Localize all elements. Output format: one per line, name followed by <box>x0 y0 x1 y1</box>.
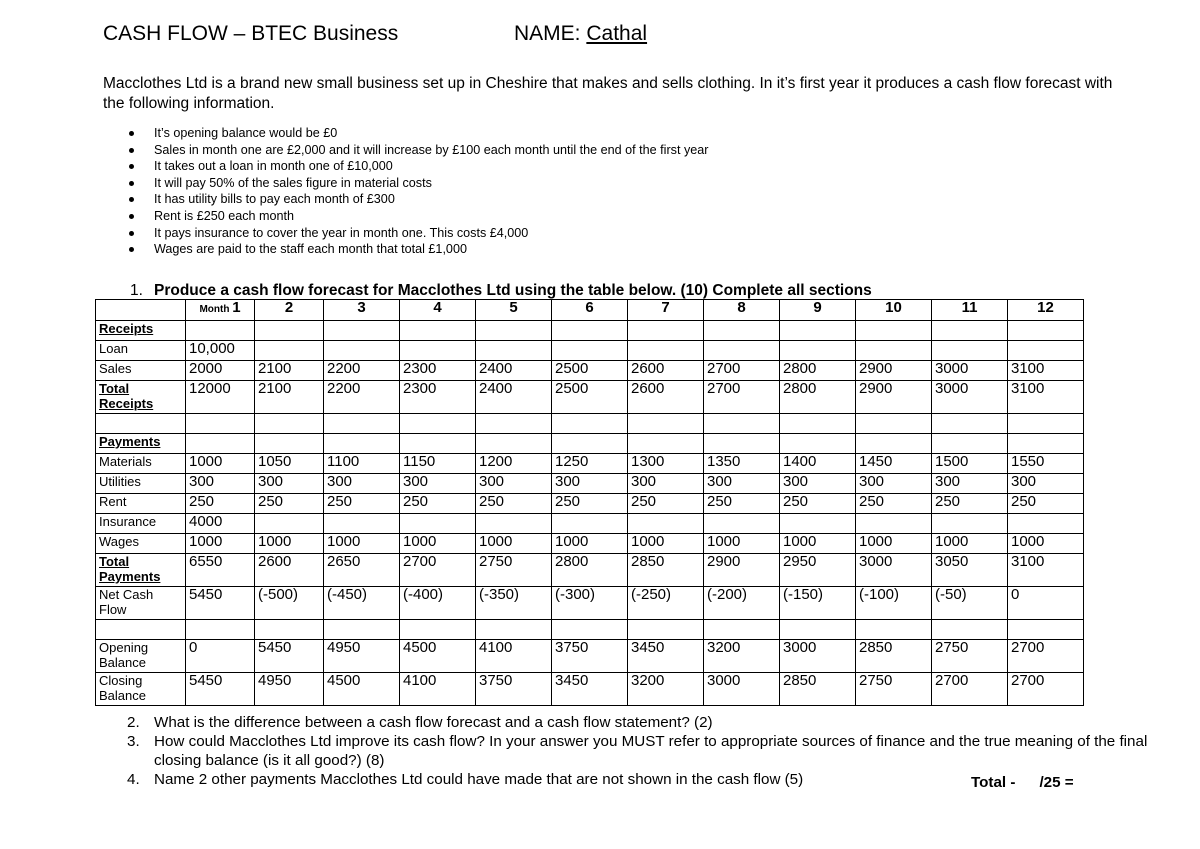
table-cell: (-250) <box>628 587 704 620</box>
table-cell <box>552 620 628 640</box>
table-row-materials <box>96 454 1084 474</box>
total-label: Total - <box>971 774 1016 791</box>
cash-flow-table <box>95 299 1084 706</box>
table-cell <box>324 341 400 361</box>
info-bullet-list <box>103 125 708 258</box>
table-cell: 250 <box>704 494 780 514</box>
table-cell: 4100 <box>400 673 476 706</box>
table-cell <box>856 414 932 434</box>
month-number: 12 <box>1037 299 1054 316</box>
table-cell: 1000 <box>552 534 628 554</box>
table-cell: 2100 <box>255 361 324 381</box>
intro-paragraph: Macclothes Ltd is a brand new small business set up in Cheshire that makes and sells clothing. In it’s first year it produces a cash flow forecast with the following information. <box>103 75 1113 112</box>
table-cell: (-500) <box>255 587 324 620</box>
row-label <box>96 620 186 640</box>
table-cell <box>186 434 255 454</box>
table-cell: 300 <box>255 474 324 494</box>
table-cell <box>780 321 856 341</box>
table-cell <box>856 434 932 454</box>
table-cell <box>552 321 628 341</box>
table-cell: 2850 <box>628 554 704 587</box>
table-row-payments <box>96 434 1084 454</box>
table-cell: 2700 <box>1008 640 1084 673</box>
table-cell: 1000 <box>476 534 552 554</box>
table-cell <box>856 341 932 361</box>
table-cell <box>628 321 704 341</box>
table-cell: 2850 <box>856 640 932 673</box>
row-label: Sales <box>96 361 186 381</box>
table-cell <box>324 321 400 341</box>
row-label: Rent <box>96 494 186 514</box>
table-row-total-payments <box>96 554 1084 587</box>
table-cell: 250 <box>552 494 628 514</box>
month-header-11 <box>932 300 1008 321</box>
table-cell: 6550 <box>186 554 255 587</box>
table-row-receipts <box>96 321 1084 341</box>
table-row-utilities <box>96 474 1084 494</box>
table-cell: (-350) <box>476 587 552 620</box>
table-cell: 1000 <box>324 534 400 554</box>
table-cell <box>476 620 552 640</box>
table-cell <box>255 620 324 640</box>
table-cell: 2200 <box>324 381 400 414</box>
table-row-blank <box>96 620 1084 640</box>
table-cell <box>400 321 476 341</box>
table-cell <box>324 620 400 640</box>
table-cell: (-300) <box>552 587 628 620</box>
table-cell <box>255 414 324 434</box>
table-cell: 250 <box>856 494 932 514</box>
table-cell <box>255 514 324 534</box>
table-cell: 2200 <box>324 361 400 381</box>
table-cell: 2600 <box>628 361 704 381</box>
table-cell: 2700 <box>1008 673 1084 706</box>
question-text: Name 2 other payments Macclothes Ltd could have made that are not shown in the cash flow (5) <box>154 771 804 788</box>
table-cell: 2700 <box>400 554 476 587</box>
table-row-insurance <box>96 514 1084 534</box>
table-cell <box>186 414 255 434</box>
month-number: 1 <box>232 299 241 316</box>
table-cell <box>552 514 628 534</box>
table-cell <box>704 341 780 361</box>
table-row-closing-balance <box>96 673 1084 706</box>
table-cell: 300 <box>400 474 476 494</box>
table-cell <box>628 414 704 434</box>
table-cell: 0 <box>1008 587 1084 620</box>
table-cell: 2650 <box>324 554 400 587</box>
table-cell: 0 <box>186 640 255 673</box>
table-cell: 3450 <box>628 640 704 673</box>
table-cell <box>704 620 780 640</box>
table-cell: 1100 <box>324 454 400 474</box>
month-number: 10 <box>885 299 902 316</box>
table-cell: 1000 <box>186 534 255 554</box>
student-name: Cathal <box>586 22 648 45</box>
table-cell: 1200 <box>476 454 552 474</box>
table-cell: 2900 <box>704 554 780 587</box>
table-cell: 4500 <box>324 673 400 706</box>
table-cell: 2400 <box>476 361 552 381</box>
month-header-10 <box>856 300 932 321</box>
month-number: 4 <box>433 299 442 316</box>
table-cell <box>628 341 704 361</box>
table-cell: 3200 <box>704 640 780 673</box>
table-cell: 2700 <box>932 673 1008 706</box>
table-cell: 10,000 <box>186 341 255 361</box>
month-number: 7 <box>661 299 670 316</box>
table-cell: 3000 <box>932 381 1008 414</box>
table-cell <box>1008 434 1084 454</box>
table-cell: 300 <box>932 474 1008 494</box>
row-label: Total Receipts <box>96 381 186 414</box>
table-cell <box>704 434 780 454</box>
table-cell: 3750 <box>552 640 628 673</box>
row-label: Closing Balance <box>96 673 186 706</box>
table-cell: 2300 <box>400 361 476 381</box>
question-text: Produce a cash flow forecast for Macclothes Ltd using the table below. (10) Complete all sections <box>154 282 872 299</box>
table-cell: 1350 <box>704 454 780 474</box>
row-label: Utilities <box>96 474 186 494</box>
table-cell: 12000 <box>186 381 255 414</box>
table-cell: 2800 <box>780 381 856 414</box>
table-cell <box>780 434 856 454</box>
table-row-blank <box>96 414 1084 434</box>
table-cell: 300 <box>186 474 255 494</box>
question-number: 4. <box>127 771 140 788</box>
month-number: 8 <box>737 299 746 316</box>
table-cell <box>704 414 780 434</box>
row-label: Wages <box>96 534 186 554</box>
table-cell <box>856 620 932 640</box>
table-cell: 250 <box>932 494 1008 514</box>
table-cell: 1000 <box>186 454 255 474</box>
table-cell: 2800 <box>552 554 628 587</box>
month-word: Month <box>199 304 233 315</box>
table-cell: 2500 <box>552 381 628 414</box>
table-cell: 3000 <box>780 640 856 673</box>
question-number: 2. <box>127 714 140 731</box>
table-cell: 2600 <box>628 381 704 414</box>
table-cell: 2000 <box>186 361 255 381</box>
month-header-7 <box>628 300 704 321</box>
table-cell <box>324 434 400 454</box>
table-cell: 3200 <box>628 673 704 706</box>
table-cell: 5450 <box>186 673 255 706</box>
table-cell: (-200) <box>704 587 780 620</box>
table-cell: 4950 <box>255 673 324 706</box>
question-text: How could Macclothes Ltd improve its cash flow? In your answer you MUST refer to appropriate sources of finance and the true meaning of the final closing balance (is it all good?) (8) <box>154 733 1148 769</box>
table-cell <box>1008 620 1084 640</box>
table-cell <box>476 414 552 434</box>
month-header-9 <box>780 300 856 321</box>
table-cell: 2700 <box>704 361 780 381</box>
table-cell <box>932 434 1008 454</box>
table-cell: 2600 <box>255 554 324 587</box>
month-header-row <box>96 300 1084 321</box>
table-cell: 300 <box>324 474 400 494</box>
name-label: NAME: <box>514 22 581 45</box>
table-cell: 2100 <box>255 381 324 414</box>
table-cell: (-150) <box>780 587 856 620</box>
info-bullet: It will pay 50% of the sales figure in material costs <box>103 175 708 192</box>
table-cell <box>400 514 476 534</box>
table-cell: (-400) <box>400 587 476 620</box>
table-cell <box>856 514 932 534</box>
table-cell: 4500 <box>400 640 476 673</box>
question-number: 1. <box>130 282 143 299</box>
table-cell <box>476 321 552 341</box>
month-header-12 <box>1008 300 1084 321</box>
table-cell: 2500 <box>552 361 628 381</box>
info-bullet: It takes out a loan in month one of £10,000 <box>103 158 708 175</box>
table-cell: 1000 <box>1008 534 1084 554</box>
total-out-of: /25 = <box>1039 774 1074 791</box>
table-cell: 2900 <box>856 381 932 414</box>
table-cell <box>628 514 704 534</box>
table-cell: 250 <box>780 494 856 514</box>
table-row-net-cash-flow <box>96 587 1084 620</box>
table-cell: 250 <box>324 494 400 514</box>
table-cell: 4000 <box>186 514 255 534</box>
row-label: Insurance <box>96 514 186 534</box>
table-cell: 2900 <box>856 361 932 381</box>
table-cell <box>628 620 704 640</box>
table-cell <box>186 620 255 640</box>
table-cell: 1500 <box>932 454 1008 474</box>
info-bullet: Wages are paid to the staff each month that total £1,000 <box>103 241 708 258</box>
table-cell <box>324 514 400 534</box>
table-cell: 3000 <box>704 673 780 706</box>
table-cell <box>780 414 856 434</box>
table-cell: 1050 <box>255 454 324 474</box>
question-3 <box>127 732 1154 770</box>
total-score <box>971 774 1074 791</box>
table-cell <box>476 514 552 534</box>
table-cell: (-100) <box>856 587 932 620</box>
table-cell <box>780 620 856 640</box>
table-cell: 2950 <box>780 554 856 587</box>
table-cell: 1000 <box>856 534 932 554</box>
table-cell: 300 <box>552 474 628 494</box>
table-cell: 2750 <box>856 673 932 706</box>
month-header-2 <box>255 300 324 321</box>
info-bullet: It has utility bills to pay each month of £300 <box>103 191 708 208</box>
table-cell <box>856 321 932 341</box>
month-number: 5 <box>509 299 518 316</box>
table-cell <box>1008 514 1084 534</box>
row-label: Receipts <box>96 321 186 341</box>
table-cell: 3000 <box>932 361 1008 381</box>
table-row-opening-balance <box>96 640 1084 673</box>
table-cell: 250 <box>476 494 552 514</box>
table-cell <box>780 341 856 361</box>
table-cell: 2750 <box>932 640 1008 673</box>
table-cell: 300 <box>704 474 780 494</box>
row-label: Loan <box>96 341 186 361</box>
table-cell <box>255 341 324 361</box>
table-cell <box>780 514 856 534</box>
table-cell: 3100 <box>1008 381 1084 414</box>
table-cell: 1300 <box>628 454 704 474</box>
table-cell <box>255 434 324 454</box>
table-cell <box>1008 321 1084 341</box>
table-cell: 5450 <box>255 640 324 673</box>
table-row-sales <box>96 361 1084 381</box>
table-cell: 2750 <box>476 554 552 587</box>
table-cell <box>324 414 400 434</box>
table-cell: 2400 <box>476 381 552 414</box>
table-cell <box>476 434 552 454</box>
table-cell: 2300 <box>400 381 476 414</box>
table-cell: 1000 <box>780 534 856 554</box>
table-cell: 300 <box>1008 474 1084 494</box>
table-cell: 1250 <box>552 454 628 474</box>
table-cell <box>255 321 324 341</box>
table-cell: 3750 <box>476 673 552 706</box>
table-cell: 250 <box>1008 494 1084 514</box>
table-cell <box>552 341 628 361</box>
table-cell: 300 <box>628 474 704 494</box>
table-cell <box>932 321 1008 341</box>
month-number: 9 <box>813 299 822 316</box>
table-cell: 2700 <box>704 381 780 414</box>
month-number: 6 <box>585 299 594 316</box>
row-label: Net Cash Flow <box>96 587 186 620</box>
table-cell: 1000 <box>628 534 704 554</box>
table-cell <box>704 321 780 341</box>
table-cell: 4950 <box>324 640 400 673</box>
table-cell <box>476 341 552 361</box>
document-title: CASH FLOW – BTEC Business <box>103 22 399 45</box>
table-cell: 1400 <box>780 454 856 474</box>
info-bullet: Sales in month one are £2,000 and it will increase by £100 each month until the end of the first year <box>103 142 708 159</box>
table-cell: 300 <box>780 474 856 494</box>
table-cell: 1550 <box>1008 454 1084 474</box>
table-cell <box>932 341 1008 361</box>
table-row-rent <box>96 494 1084 514</box>
table-cell <box>400 434 476 454</box>
row-label: Opening Balance <box>96 640 186 673</box>
table-cell: 3100 <box>1008 554 1084 587</box>
row-label: Materials <box>96 454 186 474</box>
row-label <box>96 414 186 434</box>
month-number: 11 <box>961 299 978 316</box>
table-cell <box>400 341 476 361</box>
table-row-wages <box>96 534 1084 554</box>
question-text: What is the difference between a cash flow forecast and a cash flow statement? (2) <box>154 714 713 731</box>
month-header-1 <box>186 300 255 321</box>
month-header-8 <box>704 300 780 321</box>
table-cell <box>704 514 780 534</box>
table-cell: 250 <box>400 494 476 514</box>
table-cell: 1000 <box>255 534 324 554</box>
table-cell <box>1008 341 1084 361</box>
month-number: 3 <box>357 299 366 316</box>
table-row-total-receipts <box>96 381 1084 414</box>
table-cell: (-450) <box>324 587 400 620</box>
table-cell: 4100 <box>476 640 552 673</box>
info-bullet: It pays insurance to cover the year in month one. This costs £4,000 <box>103 225 708 242</box>
table-cell: 3050 <box>932 554 1008 587</box>
table-cell: 5450 <box>186 587 255 620</box>
table-cell: 250 <box>255 494 324 514</box>
table-cell <box>932 620 1008 640</box>
table-cell: (-50) <box>932 587 1008 620</box>
table-cell: 300 <box>476 474 552 494</box>
table-cell <box>932 414 1008 434</box>
month-header-5 <box>476 300 552 321</box>
table-cell <box>628 434 704 454</box>
table-cell: 250 <box>628 494 704 514</box>
table-cell: 3100 <box>1008 361 1084 381</box>
table-cell: 250 <box>186 494 255 514</box>
table-cell: 2850 <box>780 673 856 706</box>
info-bullet: It’s opening balance would be £0 <box>103 125 708 142</box>
info-bullet: Rent is £250 each month <box>103 208 708 225</box>
table-cell: 3000 <box>856 554 932 587</box>
table-row-loan <box>96 341 1084 361</box>
table-cell <box>400 414 476 434</box>
table-cell: 1450 <box>856 454 932 474</box>
table-cell: 1000 <box>704 534 780 554</box>
table-cell: 1000 <box>932 534 1008 554</box>
table-cell <box>186 321 255 341</box>
row-label: Total Payments <box>96 554 186 587</box>
table-cell <box>552 414 628 434</box>
row-label: Payments <box>96 434 186 454</box>
month-number: 2 <box>284 299 294 316</box>
question-number: 3. <box>127 733 140 750</box>
table-cell <box>932 514 1008 534</box>
header-corner-cell <box>96 300 186 321</box>
month-header-4 <box>400 300 476 321</box>
question-2 <box>127 713 1154 732</box>
month-header-6 <box>552 300 628 321</box>
table-cell: 3450 <box>552 673 628 706</box>
table-cell: 300 <box>856 474 932 494</box>
question-1 <box>130 282 872 300</box>
student-name-line <box>514 22 647 46</box>
table-cell: 1000 <box>400 534 476 554</box>
table-cell <box>1008 414 1084 434</box>
table-cell: 1150 <box>400 454 476 474</box>
month-header-3 <box>324 300 400 321</box>
table-cell: 2800 <box>780 361 856 381</box>
table-cell <box>552 434 628 454</box>
table-cell <box>400 620 476 640</box>
